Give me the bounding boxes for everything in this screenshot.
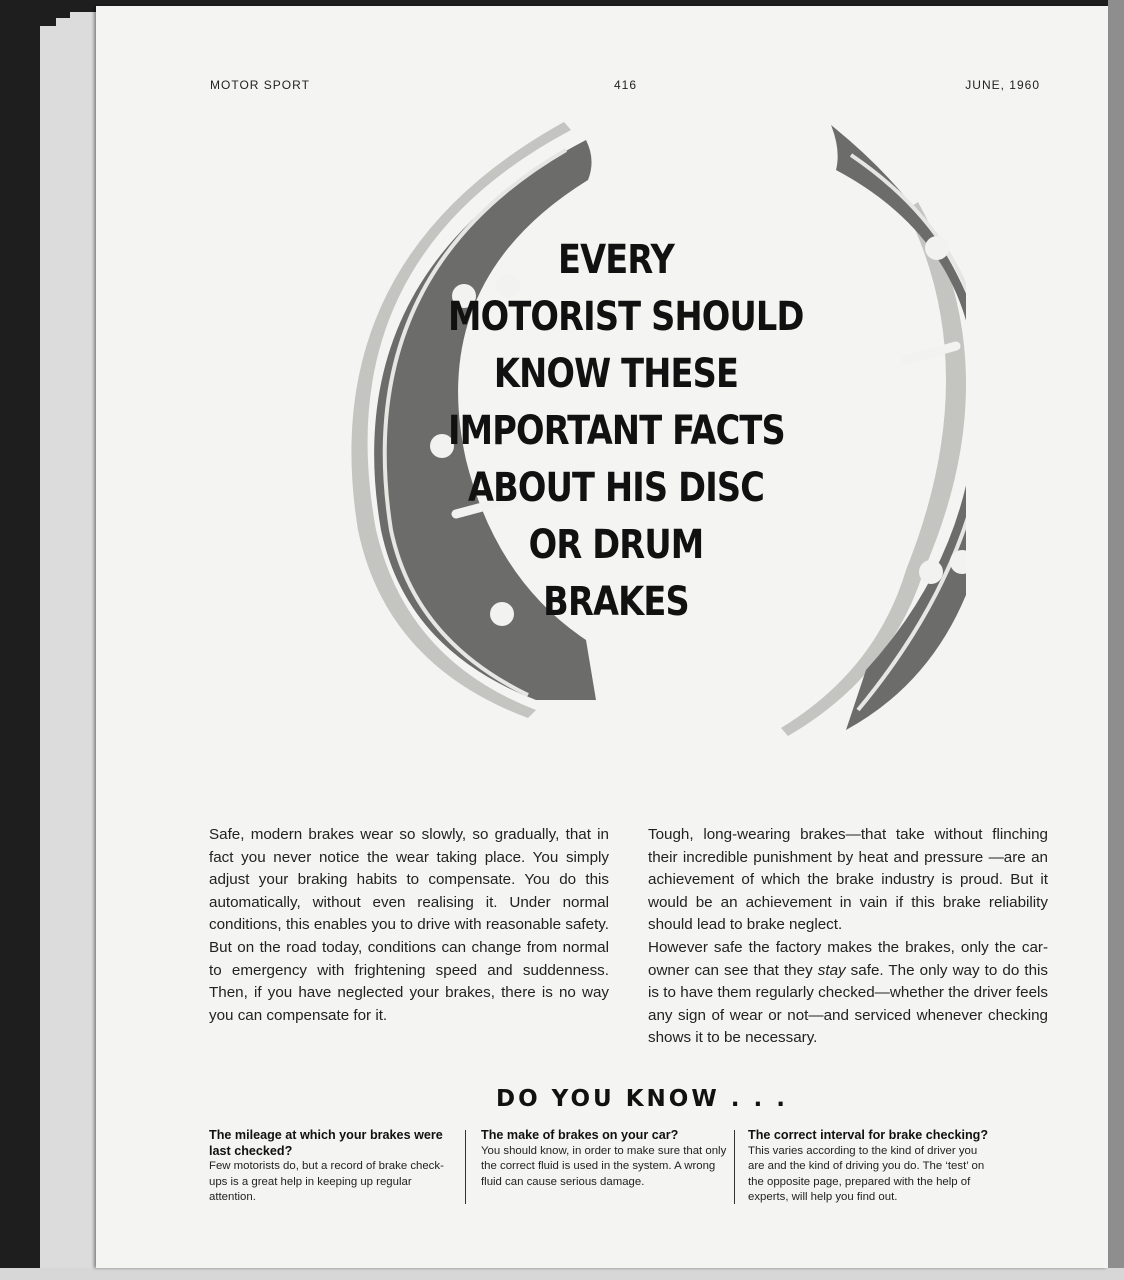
body-text: safe. The only way to do this is to have them regularly checked—whether the driver feels any sign of wear or not—and serviced whenever checking shows it to be necessary.: [648, 961, 1049, 1047]
fact-question: The make of brakes on your car?: [481, 1128, 679, 1142]
issue-date: JUNE, 1960: [965, 78, 1040, 92]
fact-item: [481, 1128, 727, 1190]
body-paragraph: [648, 937, 1048, 1050]
headline-line: ABOUT HIS DISC: [467, 465, 765, 511]
headline-line: OR DRUM: [528, 522, 704, 568]
body-text: However safe the factory makes the brakes, only the car-owner can see that they: [648, 938, 1048, 979]
body-paragraph: Safe, modern brakes wear so slowly, so gradually, that in fact you never notice the wear taking place. You simply adjust your braking habits to compensate. You do this automatically, without even realising it. Under normal conditions, this enables you to drive with reasonable safety. But on the road today, conditions can change from normal to emergency with frightening speed and suddenness. Then, if you have neglected your brakes, there is no way you can compensate for it.: [209, 826, 609, 1024]
body-column-right: [648, 824, 1048, 1050]
fact-question: The correct interval for brake checking?: [748, 1128, 989, 1142]
body-paragraph: Tough, long-wearing brakes—that take without flinching their incredible punishment by heat and pressure —are an achievement of which the brake industry is proud. But it would be an achievement in vain if this brake reliability should lead to brake neglect.: [648, 826, 1048, 934]
fact-item: [209, 1128, 455, 1206]
fact-answer: This varies according to the kind of driver you are and the kind of driving you do. The ‘test’ on the opposite page, prepared with the help of experts, will help you find out.: [748, 1144, 985, 1204]
emphasis-text: stay: [817, 961, 846, 979]
publication-name: MOTOR SPORT: [210, 78, 310, 92]
headline-line: BRAKES: [543, 579, 689, 625]
headline-line: MOTORIST SHOULD: [448, 294, 804, 340]
headline-line: EVERY: [557, 237, 675, 283]
column-divider: [734, 1130, 735, 1204]
do-you-know-heading: DO YOU KNOW . . .: [496, 1086, 788, 1112]
fact-answer: Few motorists do, but a record of brake check-ups is a great help in keeping up regular attention.: [209, 1160, 444, 1204]
headline-line: KNOW THESE: [493, 351, 739, 397]
scan-border: [0, 1268, 1124, 1280]
headline-line: IMPORTANT FACTS: [448, 408, 785, 454]
fact-answer: You should know, in order to make sure that only the correct fluid is used in the system. A wrong fluid can cause serious damage.: [481, 1144, 727, 1188]
fact-question: The mileage at which your brakes were last checked?: [209, 1128, 443, 1158]
fact-item: [748, 1128, 994, 1206]
right-brake-shoe: [781, 125, 966, 736]
column-divider: [465, 1130, 466, 1204]
page-number: 416: [614, 78, 638, 92]
headline: [448, 232, 804, 631]
body-column-left: [209, 824, 609, 1027]
magazine-page: [96, 6, 1108, 1268]
binding-shadow: [1108, 0, 1124, 1280]
